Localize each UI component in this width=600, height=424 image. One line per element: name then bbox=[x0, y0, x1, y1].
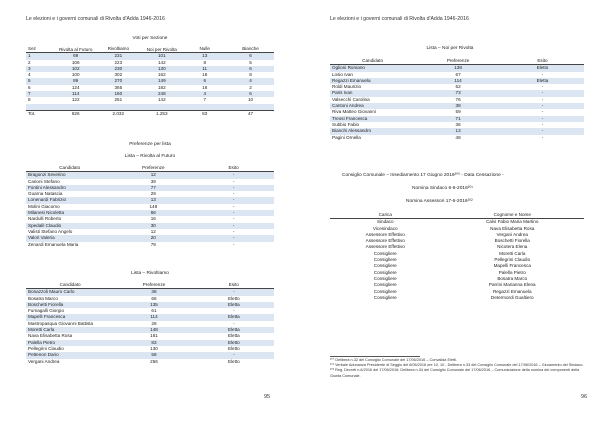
table-cell: Bosatra Marco bbox=[28, 295, 58, 301]
page-number-left: 95 bbox=[264, 394, 270, 400]
table-cell: 106 bbox=[71, 59, 80, 65]
table-cell: - bbox=[193, 210, 274, 216]
table-cell: 4 bbox=[227, 78, 274, 84]
table-cell: 5 bbox=[26, 78, 56, 84]
table-cell: 8 bbox=[203, 59, 206, 65]
footnote: ²⁰² Reg. Decreti n.6/2016 del 17/06/2016; Delibera n.34 del Consiglio Comunale del 17/06/2016 – Comunicazione della nomina dei componenti della Giunta Comunale. bbox=[330, 368, 580, 378]
table-cell: Pellegrini Claudio bbox=[28, 345, 64, 351]
table-cell: Consigliere bbox=[373, 269, 397, 275]
table-cell: - bbox=[194, 289, 274, 296]
table-cell: 48 bbox=[455, 134, 461, 140]
votes-total-cell: 826 bbox=[56, 110, 96, 117]
table-cell: - bbox=[501, 90, 584, 96]
table-cell: Consigliere bbox=[373, 282, 397, 288]
list1-col-esito: Esito bbox=[228, 165, 239, 170]
table-cell: Nava Elisabetta Rosa bbox=[490, 225, 535, 231]
table-cell: 2 bbox=[28, 59, 31, 65]
votes-col-sez: Sez bbox=[28, 46, 36, 51]
table-cell: Bosatra Marco bbox=[497, 275, 528, 281]
table-cell: 28 bbox=[151, 320, 157, 326]
list2-title: Lista – Rivoltiamo bbox=[131, 271, 169, 276]
list1-col-preferenze: Preferenze bbox=[142, 165, 165, 170]
council-row bbox=[330, 219, 584, 226]
council-table bbox=[330, 212, 584, 301]
table-cell: Boschetti Fiorella bbox=[494, 238, 530, 244]
table-cell: Riva Matteo Giovanni bbox=[332, 109, 376, 115]
table-cell: 4 bbox=[28, 72, 31, 78]
table-cell: - bbox=[501, 116, 584, 122]
table-cell: Eletto bbox=[227, 345, 240, 351]
table-cell: 6 bbox=[227, 66, 274, 72]
table-cell: 100 bbox=[71, 72, 80, 78]
table-cell: 251 bbox=[114, 97, 123, 103]
table-cell: - bbox=[193, 223, 274, 229]
table-cell: - bbox=[194, 352, 274, 358]
votes-table bbox=[26, 46, 274, 117]
table-cell: 8 bbox=[28, 97, 31, 103]
table-cell: 52 bbox=[455, 84, 461, 90]
table-cell: Fumagalli Giorgio bbox=[28, 308, 64, 314]
table-cell: Consigliere bbox=[373, 275, 397, 281]
table-cell: - bbox=[193, 197, 274, 203]
table-cell: 12 bbox=[113, 172, 193, 179]
table-cell: Eletto bbox=[194, 340, 274, 346]
table-cell: Eletto bbox=[227, 358, 240, 364]
table-cell: 102 bbox=[56, 66, 96, 72]
votes-col-bianche: Bianche bbox=[242, 46, 259, 51]
votes-col-noi: Noi per Rivolta bbox=[146, 46, 177, 52]
candidate-row bbox=[26, 346, 274, 352]
table-cell: 130 bbox=[150, 345, 158, 351]
table-cell: 124 bbox=[71, 84, 80, 90]
table-cell: 20 bbox=[113, 235, 193, 241]
table-cell: 114 bbox=[415, 78, 501, 84]
table-cell: Consigliere bbox=[373, 250, 397, 256]
table-cell: 8 bbox=[249, 72, 252, 78]
table-cell: Regazzi Emanuela bbox=[330, 78, 415, 84]
votes-total-cell: 1.253 bbox=[141, 110, 182, 117]
table-cell: 38 bbox=[415, 103, 501, 109]
table-cell: 1 bbox=[26, 53, 56, 60]
table-cell: 76 bbox=[455, 96, 461, 102]
votes-total-cell: 83 bbox=[182, 110, 227, 117]
table-cell: Nava Elisabetta Rosa bbox=[28, 333, 73, 339]
table-cell: - bbox=[232, 228, 235, 234]
table-cell: - bbox=[232, 203, 235, 209]
table-cell: 3 bbox=[26, 66, 56, 72]
table-cell: 38 bbox=[114, 289, 193, 296]
votes-col-rivoltiamo: Rivoltiamo bbox=[107, 46, 130, 51]
footnote-rule bbox=[330, 356, 420, 357]
table-cell: - bbox=[501, 128, 584, 134]
council-header: Consiglio Comunale – Insediamento 17 Giugno 2016²⁰⁰ - Data Cessazione - bbox=[342, 173, 504, 178]
table-cell: Vergani Andrea bbox=[496, 231, 528, 237]
table-cell: Moretti Carla bbox=[499, 250, 526, 256]
list2-table bbox=[26, 282, 274, 365]
table-cell: Mapelli Francesca bbox=[26, 314, 114, 320]
table-cell: - bbox=[233, 320, 235, 326]
list2-col-esito: Esito bbox=[228, 282, 239, 287]
table-cell: - bbox=[232, 241, 235, 247]
table-cell: Pagini Ornella bbox=[332, 134, 361, 140]
table-cell: 6 bbox=[227, 53, 274, 60]
table-cell: 302 bbox=[114, 72, 123, 78]
table-cell: 69 bbox=[56, 53, 96, 60]
table-cell: 6 bbox=[227, 91, 274, 97]
list3-table bbox=[330, 58, 584, 141]
table-cell: Pettenon Dario bbox=[26, 352, 114, 358]
table-cell: 66 bbox=[151, 295, 157, 301]
table-cell: Consigliere bbox=[373, 263, 397, 269]
table-cell: Subbio Fabio bbox=[332, 121, 360, 127]
table-cell: Bonazzoli Mauro Carlo bbox=[26, 289, 114, 296]
table-cell: 148 bbox=[114, 327, 193, 333]
table-cell: Eletta bbox=[501, 78, 584, 84]
table-cell: 148 bbox=[149, 203, 158, 209]
table-cell: Vergani Andrea bbox=[28, 358, 60, 364]
candidate-row bbox=[26, 289, 274, 296]
table-cell: - bbox=[501, 103, 584, 109]
table-cell: 30 bbox=[113, 223, 193, 229]
candidate-row bbox=[330, 135, 584, 141]
table-cell: Consigliere bbox=[373, 257, 397, 263]
table-cell: 61 bbox=[151, 308, 157, 314]
assessors-nomination: Nomina Assessori 17-6-2016²⁰² bbox=[406, 199, 473, 204]
table-cell: Vicesindaco bbox=[372, 225, 398, 231]
table-cell: 59 bbox=[455, 109, 461, 115]
table-cell: Roldi Maurizio bbox=[332, 84, 362, 90]
table-cell: Sindaco bbox=[376, 219, 394, 225]
table-cell: Spedalil Claudio bbox=[26, 223, 113, 229]
table-cell: 18 bbox=[202, 72, 208, 78]
table-cell: 7 bbox=[203, 97, 206, 103]
table-cell: 66 bbox=[113, 210, 193, 216]
table-cell: Lonenardi Fabrizio bbox=[26, 197, 113, 203]
table-cell: 149 bbox=[141, 78, 182, 84]
mayor-nomination: Nomina Sindaco 6-6-2016²⁰¹ bbox=[412, 186, 473, 191]
table-cell: 77 bbox=[113, 185, 193, 191]
table-cell: Losio Ivan bbox=[332, 71, 353, 77]
footnote: ²⁰⁰ Delibera n.32 del Consiglio Comunale del 17/06/2016 – Convalida Eletti. bbox=[330, 358, 457, 362]
table-cell: Palella Pietro bbox=[498, 269, 526, 275]
table-cell: Bragonzi Severino bbox=[26, 172, 113, 179]
table-cell: - bbox=[541, 84, 544, 90]
table-cell: Consigliere bbox=[373, 288, 397, 294]
table-cell: 122 bbox=[71, 97, 80, 103]
table-cell: 130 bbox=[141, 66, 182, 72]
table-cell: 223 bbox=[114, 59, 123, 65]
table-cell: 231 bbox=[95, 53, 141, 60]
table-cell: Paris Ivan bbox=[330, 90, 415, 96]
table-cell: 161 bbox=[150, 333, 158, 339]
table-cell: Bianchi Alessandro bbox=[330, 128, 415, 134]
table-cell: 248 bbox=[141, 91, 182, 97]
table-cell: 135 bbox=[114, 302, 193, 308]
candidate-row bbox=[26, 314, 274, 320]
table-cell: 67 bbox=[455, 71, 461, 77]
table-cell: 16 bbox=[150, 216, 156, 222]
list3-col-candidato: Candidato bbox=[362, 58, 384, 63]
table-cell: Guarna Natascia bbox=[28, 191, 63, 197]
table-cell: 230 bbox=[95, 66, 141, 72]
table-cell: - bbox=[232, 216, 235, 222]
list3-col-esito: Esito bbox=[537, 58, 548, 63]
table-cell: 58 bbox=[114, 352, 193, 358]
votes-row bbox=[26, 53, 274, 60]
table-cell: 270 bbox=[95, 78, 141, 84]
page-number-right: 96 bbox=[581, 394, 587, 400]
list2-col-candidato: Candidato bbox=[59, 282, 81, 287]
table-cell: 13 bbox=[415, 128, 501, 134]
votes-col-rivolta: Rivolta al Futuro bbox=[58, 46, 93, 52]
table-cell: 256 bbox=[150, 358, 158, 364]
table-cell: 162 bbox=[157, 72, 166, 78]
table-cell: Moretti Carla bbox=[26, 327, 114, 333]
table-cell: 73 bbox=[415, 90, 501, 96]
table-cell: 114 bbox=[114, 314, 193, 320]
table-cell: 12 bbox=[150, 228, 156, 234]
page-right bbox=[300, 0, 600, 424]
table-cell: - bbox=[193, 185, 274, 191]
votes-total-cell: 47 bbox=[227, 110, 274, 117]
table-cell: 71 bbox=[415, 116, 501, 122]
table-cell: Parrini Marianna Elena bbox=[488, 282, 536, 288]
table-cell: Regazzi Emanuela bbox=[492, 288, 532, 294]
table-cell: 5 bbox=[249, 59, 252, 65]
table-cell: Molini Giacomo bbox=[28, 203, 60, 209]
candidate-row bbox=[26, 333, 274, 339]
list1-title: Lista – Rivolta al Futuro bbox=[124, 154, 176, 159]
table-cell: Milanesi Nicoletta bbox=[26, 210, 113, 216]
table-cell: Valori Valeria bbox=[26, 235, 113, 241]
table-cell: Calvi Fabio Maria Martino bbox=[486, 219, 539, 225]
list1-table bbox=[26, 165, 274, 248]
table-cell: Assessore Effettivo bbox=[365, 238, 405, 244]
table-cell: 160 bbox=[95, 91, 141, 97]
table-cell: 79 bbox=[150, 241, 156, 247]
table-cell: Valsecchi Carolina bbox=[332, 96, 370, 102]
table-cell: 13 bbox=[113, 197, 193, 203]
table-cell: Boschetti Fiorella bbox=[26, 302, 114, 308]
table-cell: Assessore Effettivo bbox=[365, 244, 405, 250]
table-cell: 89 bbox=[56, 78, 96, 84]
council-row bbox=[330, 295, 584, 301]
table-cell: 10 bbox=[247, 97, 254, 103]
table-cell: 182 bbox=[157, 84, 166, 90]
table-cell: Eletta bbox=[194, 302, 274, 308]
table-cell: - bbox=[193, 172, 274, 179]
table-cell: - bbox=[541, 134, 544, 140]
table-cell: 6 bbox=[182, 78, 227, 84]
table-cell: Cantoni Andrea bbox=[330, 103, 415, 109]
table-cell: 11 bbox=[182, 66, 227, 72]
footnote: ²⁰¹ Verbale Adunanza Presidente di Seggio del 6/06/2016 ore 10, 10 - Delibera n.33 del Consiglio Comunale del 17/06/2016 – Giuramento del Sindaco. bbox=[330, 363, 584, 368]
table-cell: 6 bbox=[28, 84, 31, 90]
table-cell: Mastropasqua Giovanni Battista bbox=[28, 320, 94, 326]
table-cell: Eletto bbox=[227, 295, 240, 301]
running-header-right: Le elezioni e i governi comunali di Rivolta d'Adda 1946-2016 bbox=[330, 16, 469, 22]
table-cell: Oglioni Romano bbox=[330, 65, 415, 72]
table-cell: Pellegrini Claudio bbox=[494, 257, 531, 263]
table-cell: Nicotera Elena bbox=[497, 244, 528, 250]
table-cell: Nardulli Roberto bbox=[28, 216, 62, 222]
table-cell: Eletta bbox=[194, 327, 274, 333]
table-cell: 83 bbox=[114, 340, 193, 346]
table-cell: - bbox=[541, 121, 544, 127]
table-cell: - bbox=[193, 235, 274, 241]
list3-title: Lista – Noi per Rivolta bbox=[426, 46, 474, 51]
table-cell: Valisti Stefano Angelo bbox=[28, 228, 73, 234]
footnotes bbox=[330, 358, 584, 379]
table-cell: Treosi Francesca bbox=[330, 116, 415, 122]
candidate-row bbox=[26, 359, 274, 365]
candidate-row bbox=[26, 242, 274, 248]
table-cell: Assessore Effettivo bbox=[365, 231, 405, 237]
table-cell: - bbox=[233, 308, 235, 314]
table-cell: 13 bbox=[182, 53, 227, 60]
table-cell: 16 bbox=[202, 84, 208, 90]
list2-col-preferenze: Preferenze bbox=[142, 282, 166, 287]
candidate-row bbox=[26, 172, 274, 179]
council-col-carica: Carica bbox=[378, 212, 392, 217]
pref-title: Preferenze per lista bbox=[129, 142, 171, 147]
table-cell: Mapelli Francesca bbox=[493, 263, 531, 269]
table-cell: 4 bbox=[182, 91, 227, 97]
table-cell: 2 bbox=[249, 84, 252, 90]
votes-col-nulle: Nulle bbox=[199, 46, 210, 51]
table-cell: Eletta bbox=[227, 333, 240, 339]
votes-title: Voti per Sezione bbox=[132, 36, 168, 41]
candidate-row bbox=[330, 65, 584, 72]
table-cell: - bbox=[232, 178, 235, 184]
table-cell: Determordi Gualtiero bbox=[490, 294, 534, 300]
table-cell: 7 bbox=[26, 91, 56, 97]
table-cell: Eletta bbox=[194, 314, 274, 320]
votes-total-label: Tot. bbox=[26, 110, 56, 117]
table-cell: Consigliere bbox=[373, 294, 397, 300]
table-cell: 39 bbox=[150, 178, 156, 184]
votes-spacer-row bbox=[26, 104, 274, 111]
table-cell: 101 bbox=[141, 53, 182, 60]
table-cell: Fontini Alessandro bbox=[26, 185, 113, 191]
table-cell: Palella Pietro bbox=[26, 340, 114, 346]
votes-total-cell: 2.032 bbox=[95, 110, 141, 117]
table-cell: Carioni Stefano bbox=[28, 178, 60, 184]
table-cell: 36 bbox=[455, 121, 461, 127]
table-cell: 142 bbox=[157, 59, 166, 65]
table-cell: 114 bbox=[56, 91, 96, 97]
table-cell: 365 bbox=[114, 84, 123, 90]
table-cell: - bbox=[232, 191, 235, 197]
table-cell: 142 bbox=[157, 97, 166, 103]
council-col-nome: Cognome e Nome bbox=[493, 212, 531, 217]
list3-col-preferenze: Preferenze bbox=[446, 58, 470, 63]
votes-total-row bbox=[26, 110, 274, 117]
table-cell: - bbox=[541, 96, 544, 102]
table-cell: 29 bbox=[150, 191, 156, 197]
table-cell: - bbox=[541, 71, 544, 77]
list1-col-candidato: Candidato bbox=[59, 165, 81, 170]
table-cell: 138 bbox=[415, 65, 501, 72]
table-cell: Zenardi Emanuela Maria bbox=[28, 241, 79, 247]
table-cell: - bbox=[541, 109, 544, 115]
running-header-left: Le elezioni e i governi comunali di Rivolta d'Adda 1946-2016 bbox=[26, 16, 165, 22]
table-cell: Eletto bbox=[501, 65, 584, 72]
